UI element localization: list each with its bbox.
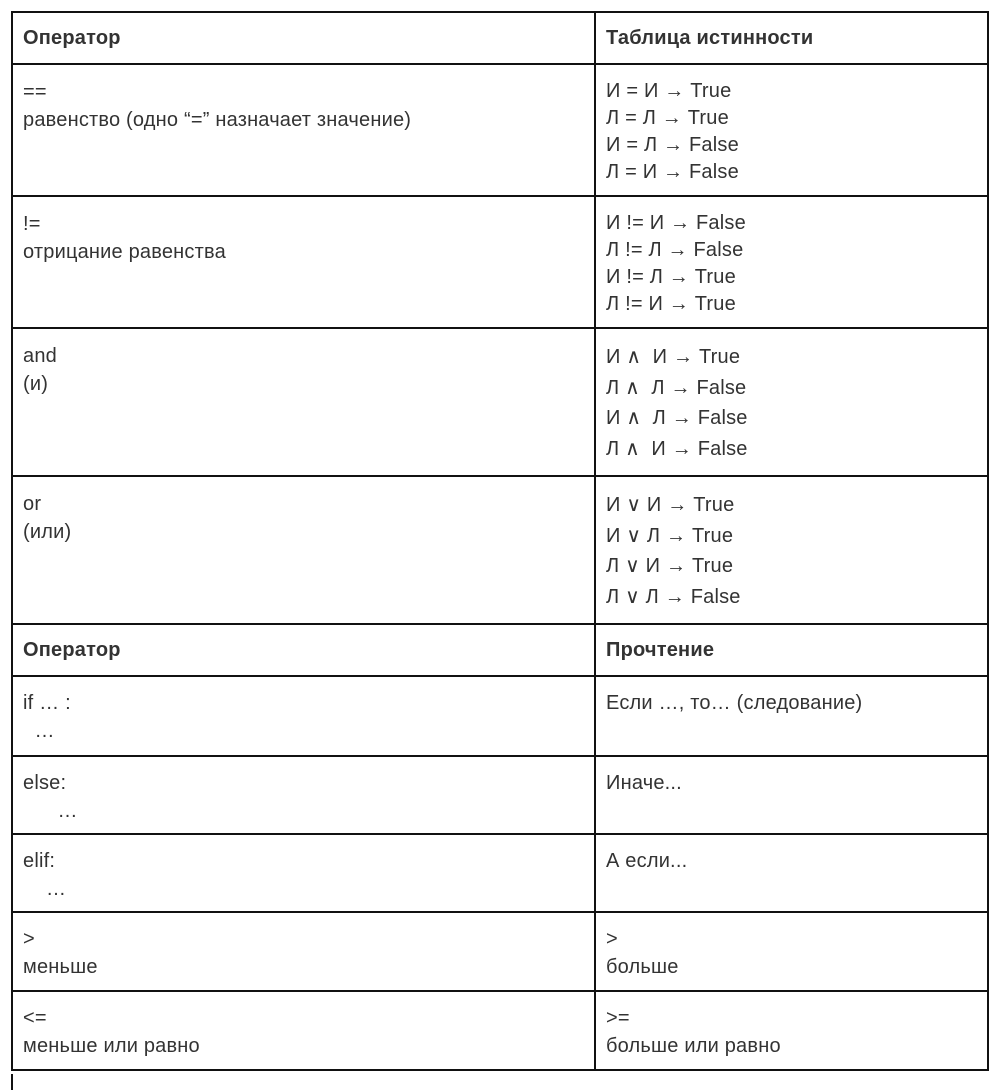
operator-symbol: if … : [23, 692, 71, 714]
truth-line: Л ∨ Л → False [606, 585, 741, 608]
truth-line: И != Л → True [606, 266, 736, 288]
operator-symbol: <= [23, 1007, 47, 1029]
table-row [12, 991, 988, 1070]
reading-cell [595, 834, 988, 912]
table-row [12, 328, 988, 476]
header-operator: Оператор [12, 624, 595, 676]
header-operator: Оператор [12, 12, 595, 64]
table-row [12, 476, 988, 624]
reading-cell [595, 676, 988, 756]
operator-cell [12, 834, 595, 912]
header-reading: Прочтение [595, 624, 988, 676]
operator-cell [12, 328, 595, 476]
header-truth-table: Таблица истинности [595, 12, 988, 64]
reading-symbol: >= [606, 1007, 630, 1029]
truth-line: Л ∨ И → True [606, 555, 734, 577]
operator-description: (и) [23, 373, 49, 395]
truth-table-cell [595, 328, 988, 476]
operator-continuation: … [23, 878, 67, 900]
truth-line: Л ∧ Л → False [606, 376, 747, 399]
operator-description: меньше [23, 956, 98, 978]
operator-cell [12, 196, 595, 328]
truth-line: И ∧ И → True [606, 346, 741, 368]
operator-description: равенство (одно “=” назначает значение) [23, 109, 412, 131]
operator-cell [12, 476, 595, 624]
operator-cell [12, 64, 595, 196]
operator-symbol: > [23, 928, 35, 950]
truth-line: Л != Л → False [606, 239, 744, 261]
operator-symbol: and [23, 345, 57, 367]
reading-cell [595, 912, 988, 991]
table-header-row [12, 624, 988, 676]
truth-table-cell [595, 196, 988, 328]
reading-cell [595, 991, 988, 1070]
reading-text: больше или равно [606, 1035, 781, 1057]
truth-line: Л ∧ И → False [606, 437, 748, 460]
truth-line: И ∧ Л → False [606, 407, 748, 429]
truth-line: И = И → True [606, 80, 732, 102]
operator-continuation: … [23, 720, 55, 742]
table-border-fragment [11, 1074, 13, 1090]
operators-table [11, 11, 989, 1071]
operator-symbol: or [23, 493, 42, 515]
operator-symbol: == [23, 81, 47, 103]
table-row [12, 64, 988, 196]
table-row [12, 756, 988, 834]
reading-text: Иначе... [606, 772, 682, 794]
table-header-row [12, 12, 988, 64]
reading-cell [595, 756, 988, 834]
reading-text: больше [606, 956, 679, 978]
truth-line: И ∨ И → True [606, 494, 735, 516]
operator-cell [12, 756, 595, 834]
operator-continuation: … [23, 800, 78, 822]
reading-symbol: > [606, 928, 618, 950]
operator-symbol: != [23, 213, 41, 235]
truth-line: И != И → False [606, 212, 746, 234]
truth-line: Л = И → False [606, 161, 739, 183]
table-row [12, 676, 988, 756]
truth-table-cell [595, 64, 988, 196]
operator-symbol: elif: [23, 850, 56, 872]
truth-line: И ∨ Л → True [606, 524, 734, 547]
reading-text: А если... [606, 850, 688, 872]
operator-cell [12, 991, 595, 1070]
truth-line: Л != И → True [606, 293, 736, 315]
operator-description: меньше или равно [23, 1035, 200, 1057]
table-row [12, 196, 988, 328]
truth-line: И = Л → False [606, 134, 739, 156]
truth-line: Л = Л → True [606, 107, 729, 129]
reading-text: Если …, то… (следование) [606, 692, 863, 714]
operator-symbol: else: [23, 772, 67, 794]
operator-description: (или) [23, 521, 72, 543]
table-row [12, 834, 988, 912]
operator-cell [12, 676, 595, 756]
operator-cell [12, 912, 595, 991]
truth-table-cell [595, 476, 988, 624]
operator-description: отрицание равенства [23, 241, 226, 263]
table-row [12, 912, 988, 991]
